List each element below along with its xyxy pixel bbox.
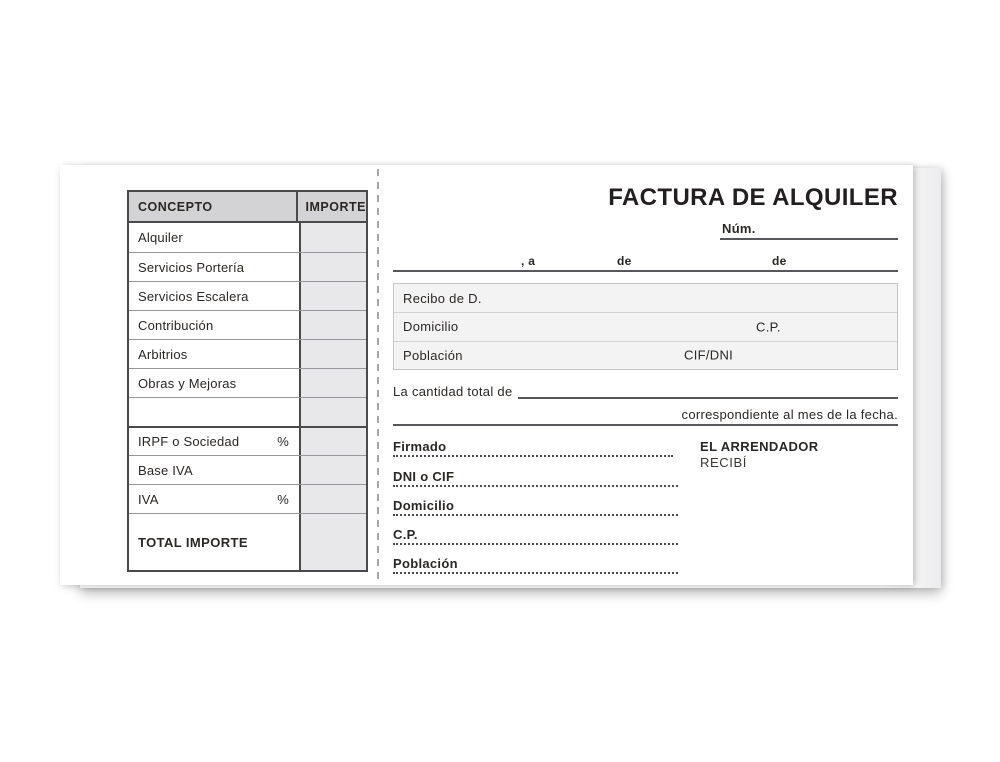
poblacion-field-label: Población <box>393 556 458 571</box>
table-row-iva <box>129 484 366 513</box>
amount-blank-line <box>518 380 898 399</box>
table-row-arbitrios <box>129 339 366 368</box>
cp-field-label: C.P. <box>393 527 418 542</box>
amount-suffix-label: correspondiente al mes de la fecha. <box>681 407 898 422</box>
importe-cell <box>301 282 366 310</box>
table-row-contribucion <box>129 310 366 339</box>
invoice-form-page <box>60 165 913 585</box>
row-label: Obras y Mejoras <box>138 375 237 391</box>
arrendador-block <box>700 439 819 471</box>
amount-total-label: La cantidad total de <box>393 384 513 399</box>
perforation-dashed-line <box>377 169 379 581</box>
firmado-label: Firmado <box>393 439 447 454</box>
row-label: IVA <box>138 491 159 507</box>
date-de-month-label: de <box>617 254 632 268</box>
row-label: Servicios Portería <box>138 259 245 275</box>
row-label: TOTAL IMPORTE <box>138 534 248 550</box>
domicilio-field <box>393 498 678 516</box>
amount-continuation-field <box>393 408 898 426</box>
table-row-obras-y-mejoras <box>129 368 366 397</box>
dni-cif-label: DNI o CIF <box>393 469 455 484</box>
table-row-total-importe <box>129 513 366 570</box>
recibo-de-row <box>394 284 897 312</box>
invoice-number-field <box>720 222 898 240</box>
importe-cell <box>301 369 366 397</box>
table-row-blank <box>129 397 366 426</box>
recipient-box <box>393 283 898 370</box>
table-row-servicios-escalera <box>129 281 366 310</box>
row-label: Contribución <box>138 317 214 333</box>
importe-cell <box>301 514 366 570</box>
percent-sign: % <box>277 491 289 507</box>
importe-cell <box>301 340 366 368</box>
dni-cif-field <box>393 469 678 487</box>
table-row-irpf <box>129 426 366 455</box>
amount-total-field <box>393 380 898 399</box>
importe-cell <box>301 485 366 513</box>
importe-column-header: IMPORTE <box>305 199 366 214</box>
poblacion-field <box>393 556 678 574</box>
table-row-alquiler <box>129 223 366 252</box>
page-title: FACTURA DE ALQUILER <box>608 184 898 211</box>
row-label: Servicios Escalera <box>138 288 249 304</box>
cp-label: C.P. <box>756 319 781 335</box>
table-header-row <box>129 192 366 223</box>
arrendador-label: EL ARRENDADOR <box>700 439 819 454</box>
cp-field <box>393 527 678 545</box>
row-label: Arbitrios <box>138 346 188 362</box>
importe-cell <box>301 398 366 426</box>
poblacion-row <box>394 341 897 369</box>
importe-cell <box>301 253 366 281</box>
row-label: Base IVA <box>138 462 193 478</box>
poblacion-label: Población <box>403 347 463 363</box>
importe-cell <box>301 223 366 252</box>
domicilio-field-label: Domicilio <box>393 498 455 513</box>
table-row-servicios-porteria <box>129 252 366 281</box>
firmado-field <box>393 439 673 457</box>
recibo-de-label: Recibo de D. <box>403 290 482 306</box>
importe-cell <box>301 311 366 339</box>
concepts-table <box>127 190 368 572</box>
date-de-year-label: de <box>772 254 787 268</box>
num-label: Núm. <box>722 221 756 236</box>
concepto-column-header: CONCEPTO <box>129 192 298 221</box>
percent-sign: % <box>277 434 289 449</box>
cif-dni-label: CIF/DNI <box>684 347 734 363</box>
table-row-base-iva <box>129 455 366 484</box>
date-line-field <box>393 253 898 272</box>
importe-cell <box>301 456 366 484</box>
domicilio-row <box>394 312 897 340</box>
row-label: IRPF o Sociedad <box>138 434 240 449</box>
recibi-label: RECIBÍ <box>700 455 747 470</box>
domicilio-label: Domicilio <box>403 319 459 335</box>
importe-cell <box>301 428 366 455</box>
row-label: Alquiler <box>138 230 183 245</box>
date-a-label: , a <box>521 254 536 268</box>
